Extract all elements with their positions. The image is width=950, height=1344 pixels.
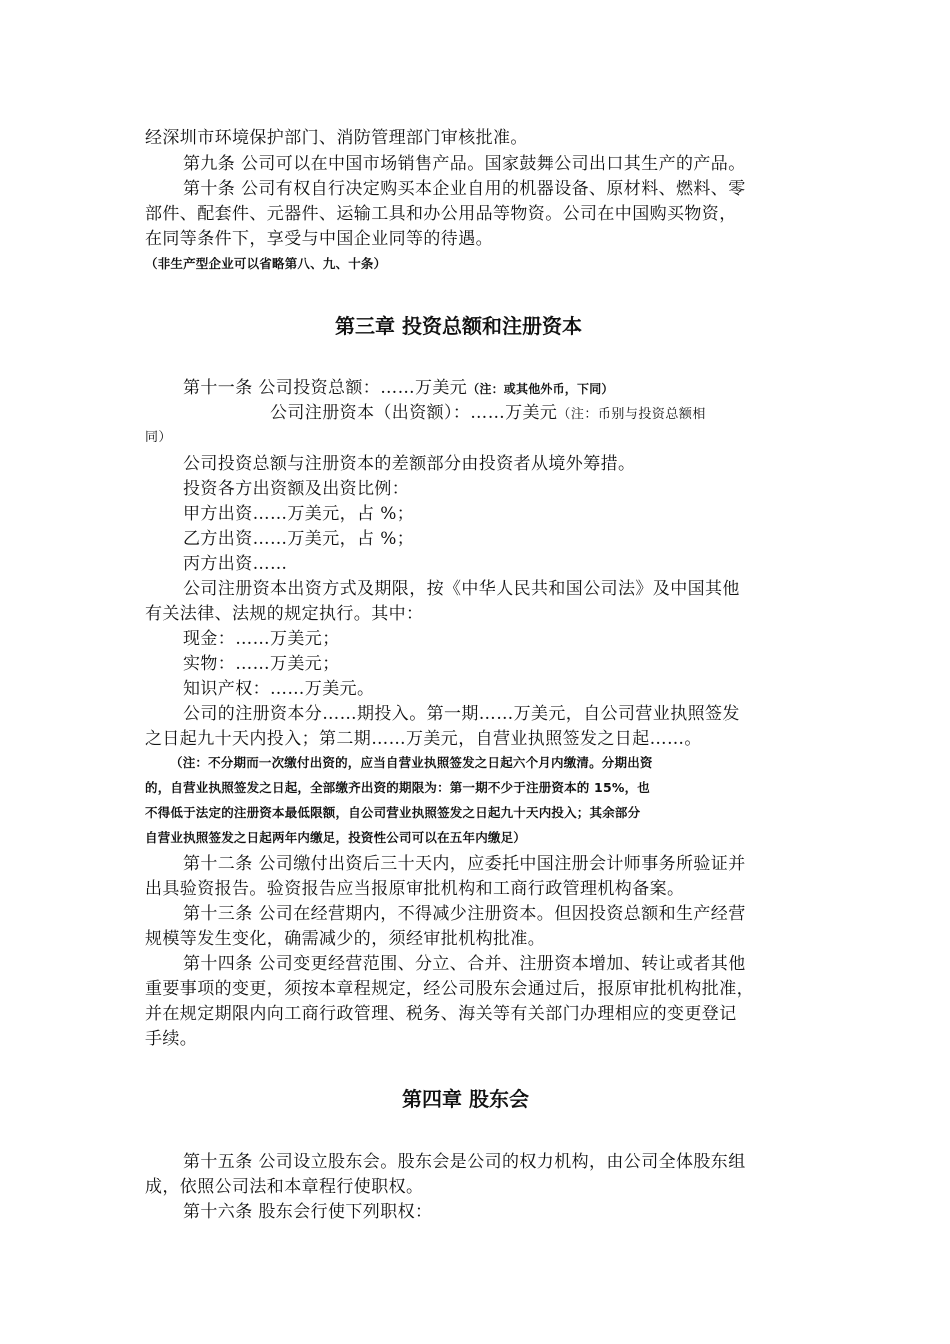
- text-line: 重要事项的变更，须按本章程规定，经公司股东会通过后，报原审批机构批准，: [145, 979, 754, 999]
- text-line: 丙方出资……: [183, 554, 288, 574]
- article-13: 第十三条 公司在经营期内，不得减少注册资本。但因投资总额和生产经营: [183, 904, 746, 924]
- article-14: 第十四条 公司变更经营范围、分立、合并、注册资本增加、转让或者其他: [183, 954, 746, 974]
- text-line: 公司注册资本出资方式及期限，按《中华人民共和国公司法》及中国其他: [183, 579, 740, 599]
- text-line: 手续。: [145, 1029, 198, 1049]
- text-line: 之日起九十天内投入；第二期……万美元，自营业执照签发之日起……。: [145, 729, 702, 749]
- inline-note: （注：或其他外币，下同）: [467, 382, 614, 396]
- text-line: 并在规定期限内向工商行政管理、税务、海关等有关部门办理相应的变更登记: [145, 1004, 737, 1024]
- note-omit-articles: （非生产型企业可以省略第八、九、十条）: [145, 256, 387, 271]
- chapter-4-heading: 第四章 股东会: [402, 1087, 529, 1111]
- inline-note: （注：币别与投资总额相: [557, 407, 706, 422]
- note-line: 自营业执照签发之日起两年内缴足，投资性公司可以在五年内缴足）: [145, 830, 527, 845]
- text-line: 公司的注册资本分……期投入。第一期……万美元，自公司营业执照签发: [183, 704, 740, 724]
- article-11: [183, 376, 614, 401]
- note-line: 的，自营业执照签发之日起，全部缴齐出资的期限为：第一期不少于注册资本的 15%，也: [145, 780, 650, 795]
- article-16: 第十六条 股东会行使下列职权：: [183, 1202, 433, 1222]
- text-span: 公司注册资本（出资额）：……万美元: [270, 403, 558, 423]
- text-line: 乙方出资……万美元，占 %；: [183, 529, 415, 549]
- text-line: 有关法律、法规的规定执行。其中：: [145, 604, 424, 624]
- text-line: 规模等发生变化，确需减少的，须经审批机构批准。: [145, 929, 546, 949]
- article-15: 第十五条 公司设立股东会。股东会是公司的权力机构，由公司全体股东组: [183, 1152, 746, 1172]
- text-line: 成，依照公司法和本章程行使职权。: [145, 1177, 424, 1197]
- text-line: 知识产权：……万美元。: [183, 679, 375, 699]
- text-line: 公司投资总额与注册资本的差额部分由投资者从境外筹措。: [183, 454, 636, 474]
- text-line: 经深圳市环境保护部门、消防管理部门审核批准。: [145, 128, 528, 148]
- article-10: 第十条 公司有权自行决定购买本企业自用的机器设备、原材料、燃料、零: [183, 179, 746, 199]
- text-line: 投资各方出资额及出资比例：: [183, 479, 410, 499]
- note-line: 不得低于法定的注册资本最低限额，自公司营业执照签发之日起九十天内投入；其余部分: [145, 805, 641, 820]
- text-line: 同）: [145, 430, 172, 445]
- article-9: 第九条 公司可以在中国市场销售产品。国家鼓舞公司出口其生产的产品。: [183, 154, 746, 174]
- chapter-3-heading: 第三章 投资总额和注册资本: [335, 314, 582, 338]
- text-line: 在同等条件下，享受与中国企业同等的待遇。: [145, 229, 493, 249]
- text-line: 部件、配套件、元器件、运输工具和办公用品等物资。公司在中国购买物资，: [145, 204, 737, 224]
- text-line: 出具验资报告。验资报告应当报原审批机构和工商行政管理机构备案。: [145, 879, 685, 899]
- text-line: 现金：……万美元；: [183, 629, 340, 649]
- text-line: 甲方出资……万美元，占 %；: [183, 504, 415, 524]
- text-span: 第十一条 公司投资总额：……万美元: [183, 378, 468, 398]
- text-line: [270, 401, 706, 427]
- article-12: 第十二条 公司缴付出资后三十天内，应委托中国注册会计师事务所验证并: [183, 854, 746, 874]
- note-line: （注：不分期而一次缴付出资的，应当自营业执照签发之日起六个月内缴清。分期出资: [170, 755, 653, 770]
- text-line: 实物：……万美元；: [183, 654, 340, 674]
